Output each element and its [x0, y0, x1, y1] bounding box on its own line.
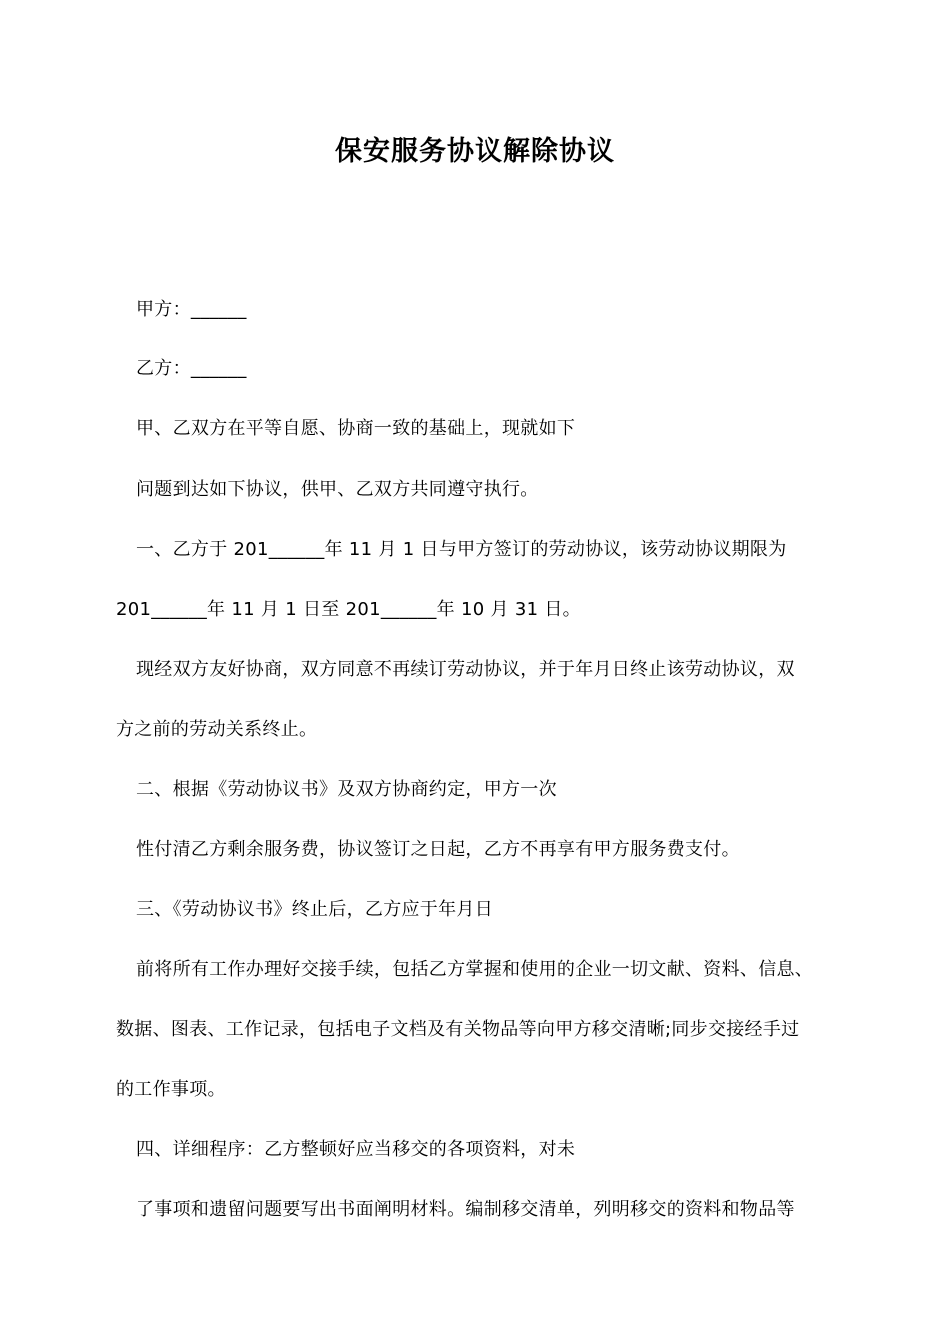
clause-3-line: 的工作事项。	[116, 1079, 226, 1100]
party-b-line: 乙方：______	[136, 358, 247, 379]
clause-4-line: 了事项和遗留问题要写出书面阐明材料。编制移交清单，列明移交的资料和物品等	[136, 1199, 795, 1220]
clause-1-line: 一、乙方于 201______年 11 月 1 日与甲方签订的劳动协议，该劳动协议期限为	[136, 539, 787, 560]
clause-1-line: 201______年 11 月 1 日至 201______年 10 月 31 日。	[116, 599, 581, 620]
paragraph-line: 现经双方友好协商，双方同意不再续订劳动协议，并于年月日终止该劳动协议，双	[136, 659, 795, 680]
paragraph-line: 问题到达如下协议，供甲、乙双方共同遵守执行。	[136, 479, 539, 500]
clause-3-line: 三、《劳动协议书》终止后，乙方应于年月日	[136, 899, 493, 920]
paragraph-line: 甲、乙双方在平等自愿、协商一致的基础上，现就如下	[136, 418, 576, 439]
party-a-line: 甲方：______	[136, 299, 247, 320]
clause-2-line: 二、根据《劳动协议书》及双方协商约定，甲方一次	[136, 779, 557, 800]
paragraph-line: 方之前的劳动关系终止。	[116, 719, 318, 740]
clause-2-line: 性付清乙方剩余服务费，协议签订之日起，乙方不再享有甲方服务费支付。	[136, 839, 740, 860]
clause-3-line: 前将所有工作办理好交接手续，包括乙方掌握和使用的企业一切文献、资料、信息、	[136, 959, 814, 980]
document-title: 保安服务协议解除协议	[335, 136, 615, 167]
clause-3-line: 数据、图表、工作记录，包括电子文档及有关物品等向甲方移交清晰;同步交接经手过	[116, 1019, 800, 1040]
clause-4-line: 四、详细程序：乙方整顿好应当移交的各项资料，对未	[136, 1139, 576, 1160]
